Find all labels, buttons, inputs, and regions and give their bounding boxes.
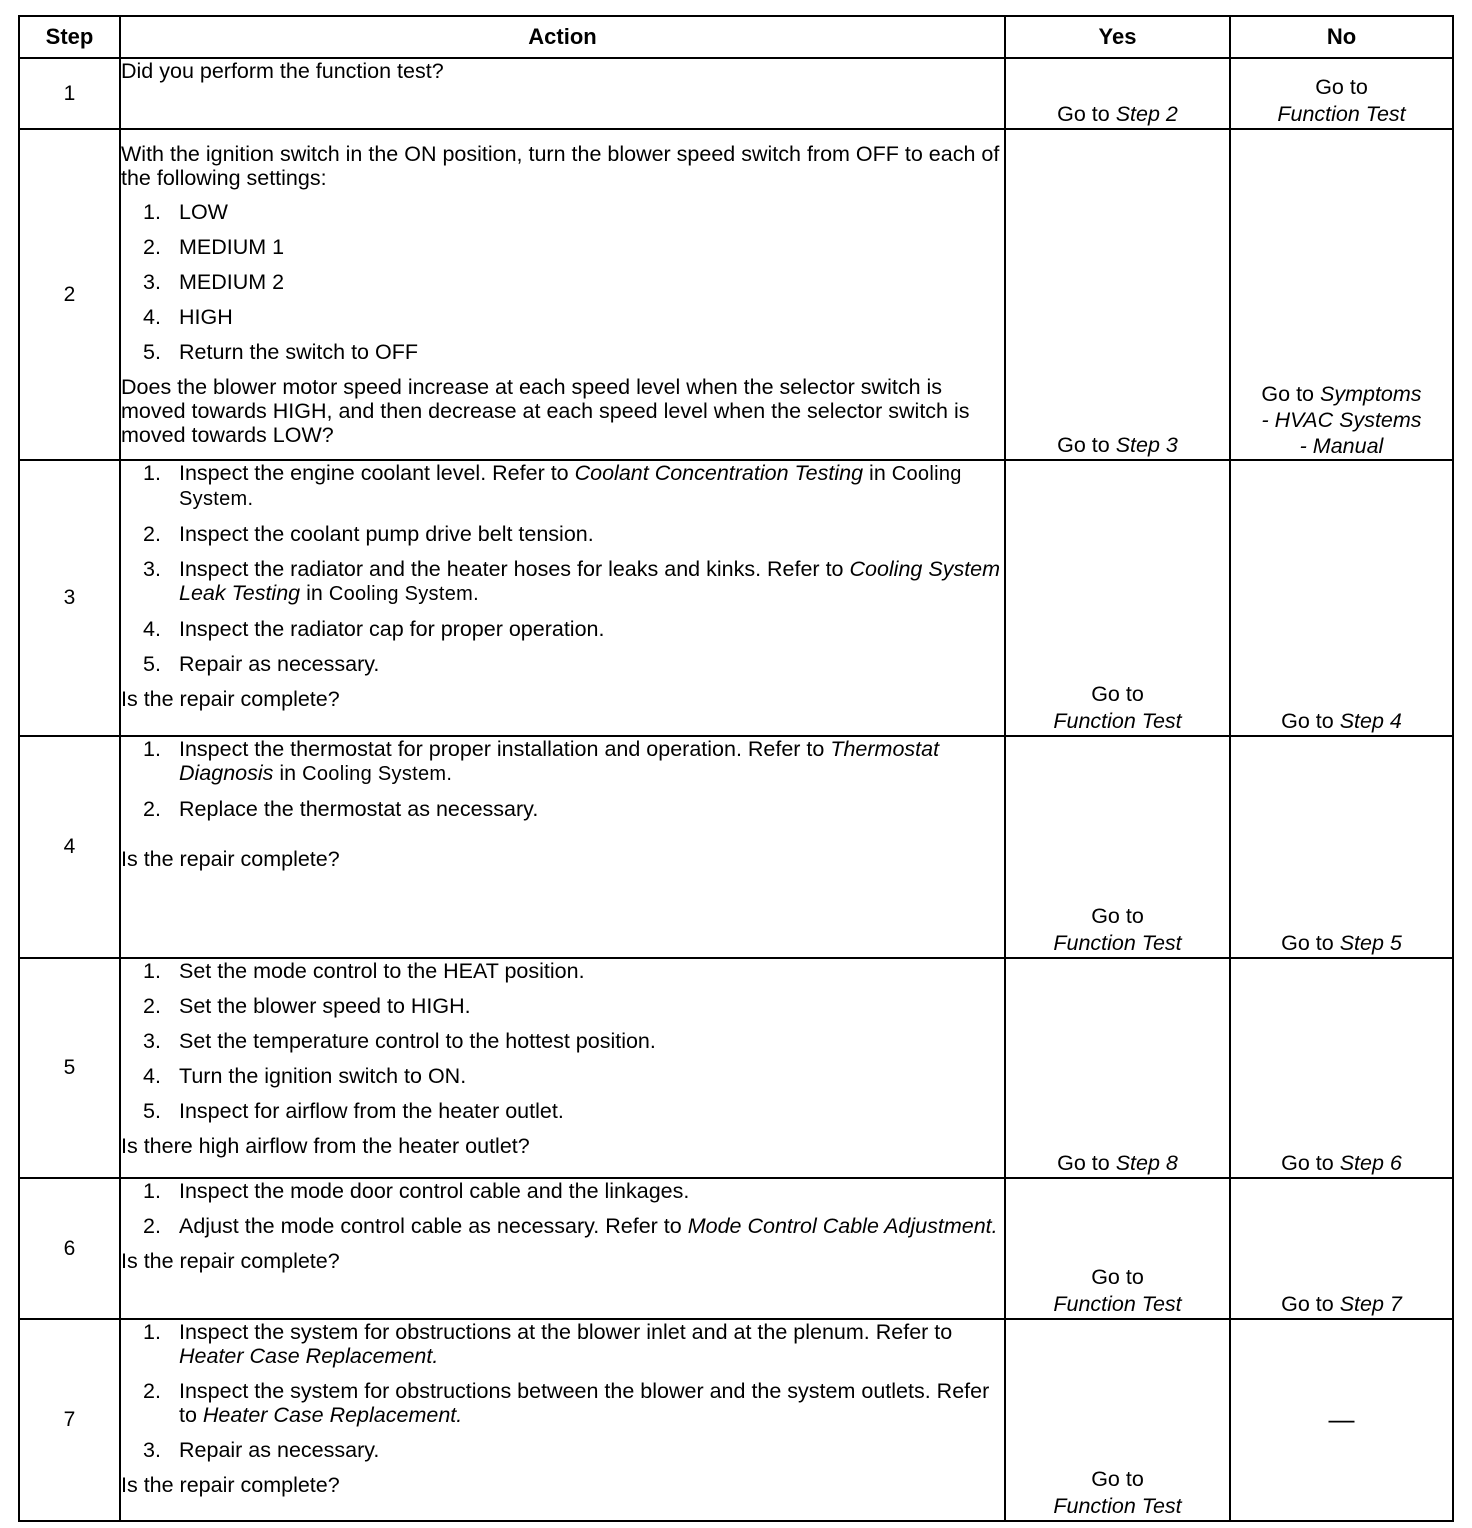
table-row (19, 460, 1453, 736)
list-item: 5. Repair as necessary. (143, 652, 380, 676)
step-number: 6 (19, 1178, 120, 1319)
no-cell (1230, 1178, 1453, 1319)
no-cell (1230, 958, 1453, 1178)
no-link[interactable]: - Manual (1299, 434, 1384, 458)
action-cell (120, 460, 1005, 736)
table-row (19, 1178, 1453, 1319)
yes-link[interactable]: Function Test (1053, 1292, 1182, 1316)
header-action: Action (120, 16, 1005, 58)
list-item: 1. Inspect the system for obstructions at the blower inlet and at the plenum. Refer to Heater Case Replacement. (143, 1320, 953, 1368)
yes-cell (1005, 58, 1230, 129)
list-item: 3. Inspect the radiator and the heater hoses for leaks and kinks. Refer to Cooling System Leak Testing in Cooling System. (143, 557, 1001, 605)
list-item: 2. MEDIUM 1 (143, 235, 285, 259)
yes-cell (1005, 958, 1230, 1178)
yes-prefix: Go to (1057, 1151, 1110, 1175)
yes-cell (1005, 1178, 1230, 1319)
step-number: 2 (19, 129, 120, 460)
header-row (19, 16, 1453, 58)
no-cell (1230, 460, 1453, 736)
table-row (19, 58, 1453, 129)
not-applicable-dash: — (1328, 1403, 1355, 1434)
yes-prefix: Go to (1091, 1265, 1144, 1289)
no-link[interactable]: Function Test (1277, 102, 1406, 126)
header-no: No (1230, 16, 1453, 58)
list-item: 2. Adjust the mode control cable as necessary. Refer to Mode Control Cable Adjustment. (143, 1214, 998, 1238)
step-number: 3 (19, 460, 120, 736)
step-list (121, 1179, 1004, 1238)
yes-cell (1005, 736, 1230, 958)
yes-link[interactable]: Step 2 (1115, 102, 1178, 126)
action-cell (120, 1178, 1005, 1319)
step-number: 5 (19, 958, 120, 1178)
yes-prefix: Go to (1091, 1467, 1144, 1491)
list-item: 5. Return the switch to OFF (143, 340, 418, 364)
question-text: Did you perform the function test? (121, 59, 444, 83)
no-prefix: Go to (1281, 1292, 1334, 1316)
no-cell (1230, 736, 1453, 958)
no-link[interactable]: - HVAC Systems (1261, 408, 1422, 432)
no-link[interactable]: Step 6 (1339, 1151, 1402, 1175)
list-item: 1. LOW (143, 200, 228, 224)
yes-prefix: Go to (1057, 102, 1110, 126)
yes-cell (1005, 460, 1230, 736)
list-item: 3. MEDIUM 2 (143, 270, 285, 294)
diagnostic-table (18, 15, 1454, 1522)
list-item: 2. Set the blower speed to HIGH. (143, 994, 471, 1018)
no-prefix: Go to (1281, 1151, 1334, 1175)
list-item: 2. Inspect the system for obstructions between the blower and the system outlets. Refer to Heater Case Replacement. (143, 1379, 990, 1427)
list-item: 4. Inspect the radiator cap for proper operation. (143, 617, 605, 641)
no-prefix: Go to (1261, 382, 1315, 406)
step-number: 4 (19, 736, 120, 958)
step-list (121, 461, 1004, 676)
list-item: 1. Set the mode control to the HEAT position. (143, 959, 585, 983)
yes-prefix: Go to (1091, 682, 1144, 706)
no-link[interactable]: Step 5 (1339, 931, 1402, 955)
no-link[interactable]: Step 7 (1339, 1292, 1402, 1316)
step-number: 7 (19, 1319, 120, 1521)
list-item: 1. Inspect the mode door control cable and the linkages. (143, 1179, 690, 1203)
no-link[interactable]: Symptoms (1320, 382, 1422, 406)
list-item: 1. Inspect the thermostat for proper installation and operation. Refer to Thermostat Diagnosis in Cooling System. (143, 737, 940, 785)
action-cell (120, 58, 1005, 129)
question-text: Is the repair complete? (121, 847, 340, 871)
step-number: 1 (19, 58, 120, 129)
list-item: 2. Replace the thermostat as necessary. (143, 797, 539, 821)
table-row (19, 129, 1453, 460)
list-item: 4. HIGH (143, 305, 233, 329)
yes-link[interactable]: Function Test (1053, 709, 1182, 733)
list-item: 1. Inspect the engine coolant level. Refer to Coolant Concentration Testing in Cooling System. (143, 461, 962, 510)
no-cell (1230, 1319, 1453, 1521)
action-cell (120, 129, 1005, 460)
question-text: Is the repair complete? (121, 687, 340, 711)
no-prefix: Go to (1281, 931, 1334, 955)
table-row (19, 1319, 1453, 1521)
intro-text: With the ignition switch in the ON position, turn the blower speed switch from OFF to each of the following settings: (121, 142, 1000, 190)
question-text: Does the blower motor speed increase at each speed level when the selector switch is moved towards HIGH, and then decrease at each speed level when the selector switch is moved towards LOW? (121, 375, 970, 447)
reference-link[interactable]: Heater Case Replacement. (202, 1403, 463, 1427)
no-cell (1230, 129, 1453, 460)
reference-link[interactable]: Heater Case Replacement. (179, 1344, 439, 1368)
reference-link[interactable]: Thermostat Diagnosis (179, 737, 940, 785)
no-prefix: Go to (1315, 75, 1368, 99)
no-cell (1230, 58, 1453, 129)
step-list (121, 737, 1004, 821)
action-cell (120, 958, 1005, 1178)
yes-cell (1005, 129, 1230, 460)
list-item: 5. Inspect for airflow from the heater outlet. (143, 1099, 564, 1123)
question-text: Is there high airflow from the heater outlet? (121, 1134, 530, 1158)
header-yes: Yes (1005, 16, 1230, 58)
yes-link[interactable]: Function Test (1053, 931, 1182, 955)
list-item: 3. Repair as necessary. (143, 1438, 380, 1462)
action-cell (120, 1319, 1005, 1521)
list-item: 4. Turn the ignition switch to ON. (143, 1064, 467, 1088)
step-list (121, 1320, 1004, 1462)
list-item: 3. Set the temperature control to the hottest position. (143, 1029, 656, 1053)
question-text: Is the repair complete? (121, 1249, 340, 1273)
question-text: Is the repair complete? (121, 1473, 340, 1497)
table-row (19, 736, 1453, 958)
yes-prefix: Go to (1057, 433, 1110, 457)
yes-link[interactable]: Function Test (1053, 1494, 1182, 1518)
table-row (19, 958, 1453, 1178)
list-item: 2. Inspect the coolant pump drive belt tension. (143, 522, 594, 546)
reference-link[interactable]: Mode Control Cable Adjustment. (687, 1214, 998, 1238)
no-link[interactable]: Step 4 (1339, 709, 1402, 733)
yes-link[interactable]: Step 3 (1115, 433, 1178, 457)
step-list (121, 200, 1004, 364)
yes-link[interactable]: Step 8 (1115, 1151, 1178, 1175)
no-prefix: Go to (1281, 709, 1334, 733)
reference-link[interactable]: Coolant Concentration Testing (574, 461, 864, 485)
yes-prefix: Go to (1091, 904, 1144, 928)
header-step: Step (19, 16, 120, 58)
step-list (121, 959, 1004, 1123)
action-cell (120, 736, 1005, 958)
yes-cell (1005, 1319, 1230, 1521)
reference-link[interactable]: Cooling System Leak Testing (179, 557, 1001, 605)
